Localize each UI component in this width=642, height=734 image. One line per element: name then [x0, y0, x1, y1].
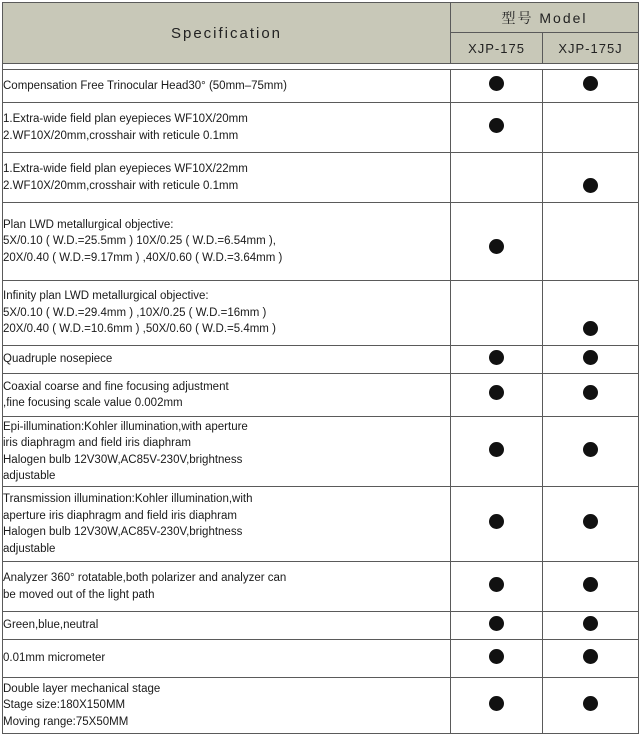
model-1-availability	[451, 153, 543, 203]
spec-row	[3, 678, 639, 734]
spec-description	[3, 678, 451, 734]
model-1-availability	[451, 487, 543, 562]
filled-dot-icon	[583, 616, 598, 631]
spec-row	[3, 281, 639, 346]
spec-line: Transmission illumination:Kohler illumination,with	[3, 493, 253, 505]
model-2-availability	[543, 640, 639, 678]
spec-line: 5X/0.10 ( W.D.=29.4mm ) ,10X/0.25 ( W.D.=16mm )	[3, 306, 267, 319]
model-1-availability	[451, 346, 543, 374]
spec-row	[3, 562, 639, 612]
spec-row	[3, 417, 639, 487]
spec-row	[3, 153, 639, 203]
filled-dot-icon	[583, 321, 598, 336]
model-2-availability	[543, 612, 639, 640]
spec-line: 5X/0.10 ( W.D.=25.5mm ) 10X/0.25 ( W.D.=6.54mm ),	[3, 235, 276, 248]
filled-dot-icon	[489, 514, 504, 529]
model-2-availability	[543, 346, 639, 374]
spec-line: ,fine focusing scale value 0.002mm	[3, 397, 183, 409]
filled-dot-icon	[489, 577, 504, 592]
spec-description	[3, 417, 451, 487]
spec-line: 2.WF10X/20mm,crosshair with reticule 0.1mm	[3, 179, 239, 192]
filled-dot-icon	[583, 696, 598, 711]
spec-line: 20X/0.40 ( W.D.=10.6mm ) ,50X/0.60 ( W.D.=5.4mm )	[3, 323, 276, 336]
spec-description	[3, 612, 451, 640]
model-2-availability	[543, 487, 639, 562]
filled-dot-icon	[489, 696, 504, 711]
model-1-availability	[451, 640, 543, 678]
model-2-availability	[543, 70, 639, 103]
spec-line: Epi-illumination:Kohler illumination,with aperture	[3, 420, 248, 433]
filled-dot-icon	[583, 649, 598, 664]
spec-line: Plan LWD metallurgical objective:	[3, 218, 174, 231]
spec-line: Compensation Free Trinocular Head30° (50mm–75mm)	[3, 79, 287, 92]
model-1-availability	[451, 103, 543, 153]
spec-line: Double layer mechanical stage	[3, 682, 161, 695]
spec-line: Moving range:75X50MM	[3, 715, 129, 728]
spec-line: Green,blue,neutral	[3, 619, 99, 632]
filled-dot-icon	[489, 385, 504, 400]
model-2-availability	[543, 678, 639, 734]
model-2-availability	[543, 562, 639, 612]
spec-description	[3, 70, 451, 103]
model-1-availability	[451, 678, 543, 734]
filled-dot-icon	[583, 385, 598, 400]
model-2-availability	[543, 374, 639, 417]
spec-line: 1.Extra-wide field plan eyepieces WF10X/20mm	[3, 113, 248, 125]
filled-dot-icon	[489, 239, 504, 254]
model-1-header: XJP-175	[451, 33, 543, 64]
filled-dot-icon	[583, 178, 598, 193]
model-2-availability	[543, 417, 639, 487]
spec-line: adjustable	[3, 470, 56, 482]
spec-line: Infinity plan LWD metallurgical objective:	[3, 290, 209, 303]
spec-row	[3, 70, 639, 103]
spec-line: 20X/0.40 ( W.D.=9.17mm ) ,40X/0.60 ( W.D.=3.64mm )	[3, 251, 283, 264]
model-1-availability	[451, 70, 543, 103]
spec-line: 2.WF10X/20mm,crosshair with reticule 0.1mm	[3, 129, 239, 142]
spec-description	[3, 562, 451, 612]
spec-line: adjustable	[3, 542, 56, 555]
spec-description	[3, 487, 451, 562]
spec-description	[3, 103, 451, 153]
filled-dot-icon	[583, 514, 598, 529]
spec-description	[3, 346, 451, 374]
model-1-availability	[451, 417, 543, 487]
filled-dot-icon	[489, 442, 504, 457]
spec-row	[3, 487, 639, 562]
model-1-availability	[451, 612, 543, 640]
filled-dot-icon	[489, 76, 504, 91]
filled-dot-icon	[583, 442, 598, 457]
spec-description	[3, 203, 451, 281]
filled-dot-icon	[583, 76, 598, 91]
spec-description	[3, 374, 451, 417]
filled-dot-icon	[489, 118, 504, 133]
model-2-availability	[543, 153, 639, 203]
spec-row	[3, 374, 639, 417]
model-2-availability	[543, 103, 639, 153]
spec-line: Quadruple nosepiece	[3, 353, 113, 366]
spec-row	[3, 346, 639, 374]
spec-line: Halogen bulb 12V30W,AC85V-230V,brightness	[3, 526, 243, 538]
spec-line: 0.01mm micrometer	[3, 652, 106, 665]
spec-line: Halogen bulb 12V30W,AC85V-230V,brightness	[3, 453, 243, 466]
model-1-availability	[451, 374, 543, 417]
spec-line: Analyzer 360° rotatable,both polarizer and analyzer can	[3, 572, 287, 584]
specification-body	[3, 70, 639, 734]
spec-line: aperture iris diaphragm and field iris diaphram	[3, 509, 237, 522]
spec-line: iris diaphragm and field iris diaphram	[3, 437, 191, 449]
spec-description	[3, 153, 451, 203]
filled-dot-icon	[583, 577, 598, 592]
filled-dot-icon	[583, 350, 598, 365]
spec-line: be moved out of the light path	[3, 588, 155, 601]
model-header: 型号 Model	[451, 3, 639, 33]
model-1-availability	[451, 203, 543, 281]
spec-row	[3, 203, 639, 281]
model-1-availability	[451, 281, 543, 346]
filled-dot-icon	[489, 616, 504, 631]
model-2-availability	[543, 281, 639, 346]
model-1-availability	[451, 562, 543, 612]
model-2-header: XJP-175J	[543, 33, 639, 64]
specification-header: Specification	[3, 3, 451, 64]
spec-description	[3, 640, 451, 678]
filled-dot-icon	[489, 350, 504, 365]
filled-dot-icon	[489, 649, 504, 664]
spec-row	[3, 612, 639, 640]
spec-line: Coaxial coarse and fine focusing adjustment	[3, 380, 229, 393]
specification-table	[2, 2, 639, 734]
spec-row	[3, 640, 639, 678]
spec-line: 1.Extra-wide field plan eyepieces WF10X/22mm	[3, 163, 248, 175]
spec-row	[3, 103, 639, 153]
spec-description	[3, 281, 451, 346]
spec-line: Stage size:180X150MM	[3, 699, 126, 712]
model-2-availability	[543, 203, 639, 281]
